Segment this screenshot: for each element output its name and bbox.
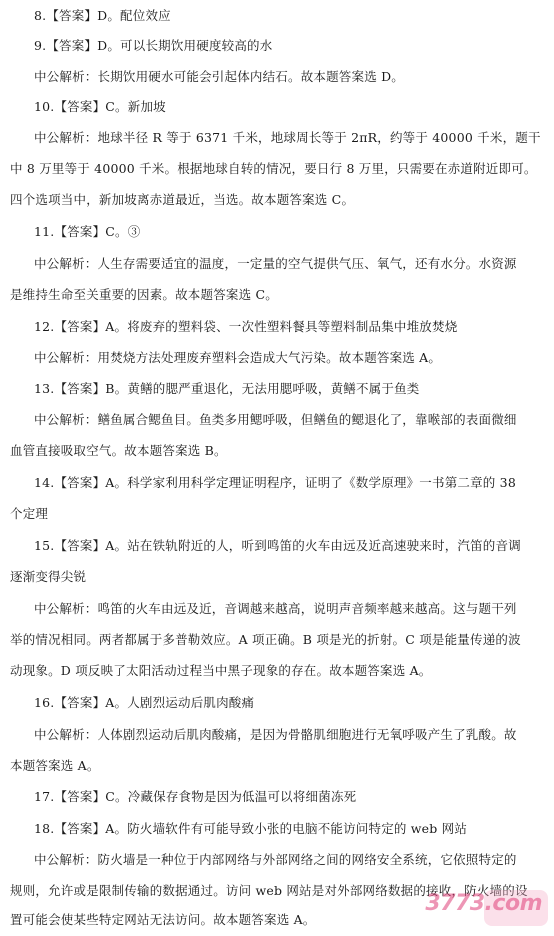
answer-15-line-1: 15.【答案】A。站在铁轨附近的人，听到鸣笛的火车由远及近高速驶来时，汽笛的音调: [34, 538, 521, 553]
answer-12: 12.【答案】A。将废弃的塑料袋、一次性塑料餐具等塑料制品集中堆放焚烧: [34, 319, 458, 334]
answer-15-line-2: 逐渐变得尖锐: [10, 569, 87, 584]
answer-18: 18.【答案】A。防火墙软件有可能导致小张的电脑不能访问特定的 web 网站: [34, 821, 468, 836]
analysis-11-line-2: 是维持生命至关重要的因素。故本题答案选 C。: [10, 287, 278, 302]
answer-9: 9.【答案】D。可以长期饮用硬度较高的水: [34, 38, 273, 53]
analysis-13-line-2: 血管直接吸取空气。故本题答案选 B。: [10, 443, 227, 458]
answer-14-line-2: 个定理: [10, 506, 49, 521]
answer-8: 8.【答案】D。配位效应: [34, 8, 171, 23]
analysis-12: 中公解析：用焚烧方法处理废弃塑料会造成大气污染。故本题答案选 A。: [34, 350, 442, 365]
analysis-10-line-3: 四个选项当中，新加坡离赤道最近，当选。故本题答案选 C。: [10, 192, 355, 207]
analysis-15-line-2: 举的情况相同。两者都属于多普勒效应。A 项正确。B 项是光的折射。C 项是能量传递的波: [10, 632, 521, 647]
analysis-15-line-1: 中公解析：鸣笛的火车由远及近，音调越来越高，说明声音频率越来越高。这与题干列: [34, 601, 517, 616]
answer-11: 11.【答案】C。③: [34, 224, 141, 239]
analysis-10-line-1: 中公解析：地球半径 R 等于 6371 千米，地球周长等于 2πR，约等于 40000 千米，题干: [34, 130, 541, 145]
answer-14-line-1: 14.【答案】A。科学家利用科学定理证明程序，证明了《数学原理》一书第二章的 38: [34, 475, 516, 490]
site-watermark: [398, 886, 548, 930]
analysis-11-line-1: 中公解析：人生存需要适宜的温度，一定量的空气提供气压、氧气，还有水分。水资源: [34, 256, 517, 271]
analysis-9: 中公解析：长期饮用硬水可能会引起体内结石。故本题答案选 D。: [34, 69, 404, 84]
analysis-15-line-3: 动现象。D 项反映了太阳活动过程当中黑子现象的存在。故本题答案选 A。: [10, 663, 432, 678]
answer-10: 10.【答案】C。新加坡: [34, 99, 166, 114]
analysis-16-line-1: 中公解析：人体剧烈运动后肌肉酸痛，是因为骨骼肌细胞进行无氧呼吸产生了乳酸。故: [34, 727, 517, 742]
watermark-text: 3773.com: [425, 891, 542, 916]
analysis-13-line-1: 中公解析：鳝鱼属合鳃鱼目。鱼类多用鳃呼吸，但鳝鱼的鳃退化了，靠喉部的表面微细: [34, 412, 517, 427]
answer-13: 13.【答案】B。黄鳝的腮严重退化，无法用腮呼吸，黄鳝不属于鱼类: [34, 381, 420, 396]
analysis-18-line-1: 中公解析：防火墙是一种位于内部网络与外部网络之间的网络安全系统，它依照特定的: [34, 852, 517, 867]
analysis-10-line-2: 中 8 万里等于 40000 千米。根据地球自转的情况，要日行 8 万里，只需要在赤道附近即可。: [10, 161, 537, 176]
answer-16: 16.【答案】A。人剧烈运动后肌肉酸痛: [34, 695, 255, 710]
answer-17: 17.【答案】C。冷藏保存食物是因为低温可以将细菌冻死: [34, 789, 357, 804]
analysis-16-line-2: 本题答案选 A。: [10, 758, 100, 773]
analysis-18-line-2: 规则，允许或是限制传输的数据通过。访问 web 网站是对外部网络数据的接收，防火墙的设: [10, 883, 528, 898]
analysis-18-line-3: 置可能会使某些特定网站无法访问。故本题答案选 A。: [10, 912, 316, 927]
